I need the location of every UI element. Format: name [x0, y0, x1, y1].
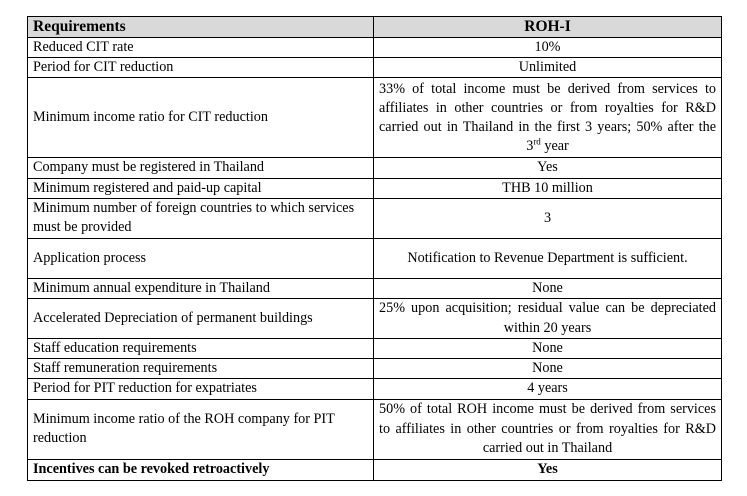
table-container — [27, 16, 721, 481]
value-cell: Notification to Revenue Department is sufficient. — [374, 238, 722, 278]
requirement-cell: Company must be registered in Thailand — [28, 158, 374, 178]
requirement-cell: Minimum income ratio of the ROH company for PIT reduction — [28, 399, 374, 459]
requirement-cell: Staff education requirements — [28, 339, 374, 359]
ordinal-suffix: rd — [533, 136, 541, 147]
table-row — [28, 158, 722, 178]
table-row — [28, 58, 722, 78]
table-row — [28, 359, 722, 379]
table-header-row — [28, 17, 722, 38]
requirement-cell: Reduced CIT rate — [28, 38, 374, 58]
requirement-cell: Minimum number of foreign countries to which services must be provided — [28, 198, 374, 238]
value-cell: Yes — [374, 158, 722, 178]
value-cell: Yes — [374, 459, 722, 480]
table-row — [28, 78, 722, 158]
value-cell: None — [374, 339, 722, 359]
table-row — [28, 459, 722, 480]
requirement-cell: Incentives can be revoked retroactively — [28, 459, 374, 480]
header-roh-i: ROH-I — [374, 17, 722, 38]
table-row — [28, 379, 722, 399]
table-row — [28, 278, 722, 298]
value-text: 33% of total income must be derived from services to affiliates in other countries or from royalties for R&D carried out in Thailand in the first 3 years; 50% after the 3 — [379, 80, 716, 155]
requirement-cell: Staff remuneration requirements — [28, 359, 374, 379]
requirement-cell: Minimum annual expenditure in Thailand — [28, 278, 374, 298]
requirement-cell: Period for PIT reduction for expatriates — [28, 379, 374, 399]
value-cell: None — [374, 359, 722, 379]
requirement-cell: Minimum registered and paid-up capital — [28, 178, 374, 198]
value-cell: 25% upon acquisition; residual value can be depreciated within 20 years — [374, 299, 722, 339]
table-row — [28, 299, 722, 339]
value-tail: year — [540, 138, 569, 155]
requirement-cell: Accelerated Depreciation of permanent buildings — [28, 299, 374, 339]
value-cell: None — [374, 278, 722, 298]
value-cell: THB 10 million — [374, 178, 722, 198]
requirement-cell: Period for CIT reduction — [28, 58, 374, 78]
value-cell: 50% of total ROH income must be derived from services to affiliates in other countries or from royalties for R&D carried out in Thailand — [374, 399, 722, 459]
table-row — [28, 198, 722, 238]
requirement-cell: Minimum income ratio for CIT reduction — [28, 78, 374, 158]
table-row — [28, 339, 722, 359]
table-row — [28, 178, 722, 198]
requirement-cell: Application process — [28, 238, 374, 278]
roh-requirements-table — [27, 16, 722, 481]
value-cell: 3 — [374, 198, 722, 238]
value-cell: 10% — [374, 38, 722, 58]
table-row — [28, 399, 722, 459]
value-cell: Unlimited — [374, 58, 722, 78]
table-row — [28, 238, 722, 278]
table-row — [28, 38, 722, 58]
value-cell: 4 years — [374, 379, 722, 399]
value-cell — [374, 78, 722, 158]
header-requirements: Requirements — [28, 17, 374, 38]
